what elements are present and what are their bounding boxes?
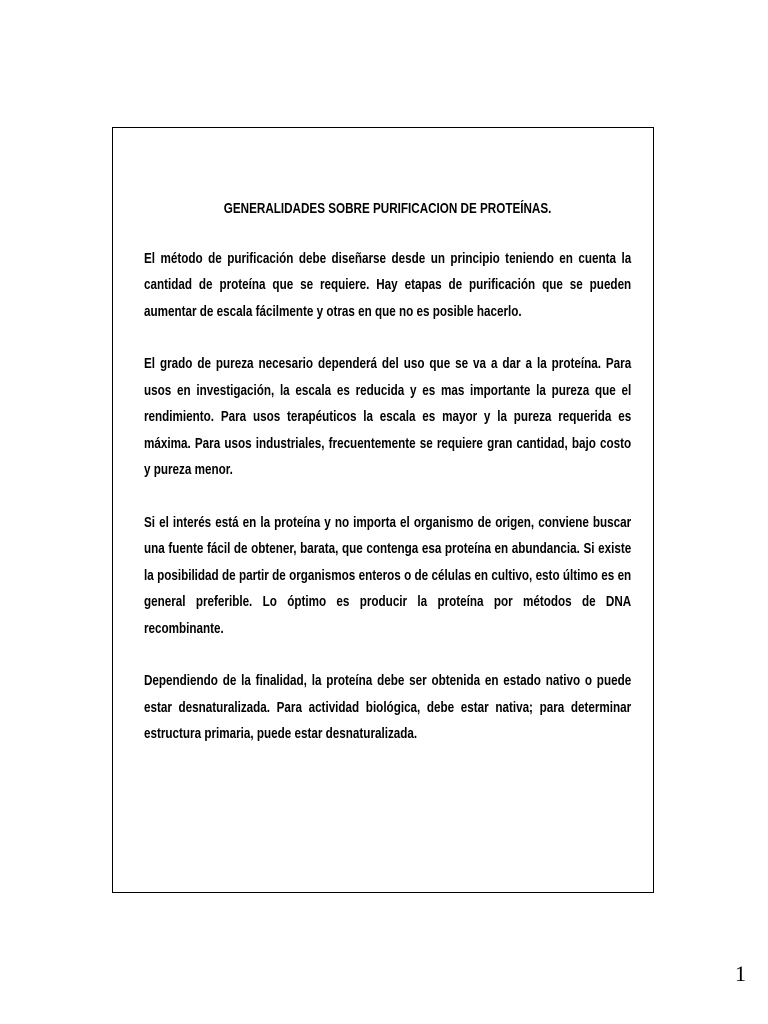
paragraph-3: Si el interés está en la proteína y no importa el organismo de origen, conviene buscar una fuente fácil de obtener, barata, que contenga esa proteína en abundancia. Si existe la posibilidad de partir de organismos enteros o de células en cultivo, esto último es en general preferible. Lo óptimo es producir la proteína por métodos de DNA recombinante.	[144, 514, 632, 637]
slide-title: GENERALIDADES SOBRE PURIFICACION DE PROTEÍNAS.	[223, 201, 552, 217]
paragraph-2: El grado de pureza necesario dependerá del uso que se va a dar a la proteína. Para usos en investigación, la escala es reducida y es mas importante la pureza que el rendimiento. Para usos terapéuticos la escala es mayor y la pureza requerida es máxima. Para usos industriales, frecuentemente se requiere gran cantidad, bajo costo y pureza menor.	[144, 356, 632, 478]
page-number: 1	[735, 961, 746, 986]
paragraph-4: Dependiendo de la finalidad, la proteína debe ser obtenida en estado nativo o puede estar desnaturalizada. Para actividad biológica, debe estar nativa; para determinar estructura primaria, puede estar desnaturalizada.	[144, 673, 632, 742]
paragraph-1: El método de purificación debe diseñarse desde un principio teniendo en cuenta la cantidad de proteína que se requiere. Hay etapas de purificación que se pueden aumentar de escala fácilmente y otras en que no es posible hacerlo.	[144, 250, 632, 320]
slide-content	[144, 196, 632, 774]
slide-frame	[112, 127, 654, 893]
